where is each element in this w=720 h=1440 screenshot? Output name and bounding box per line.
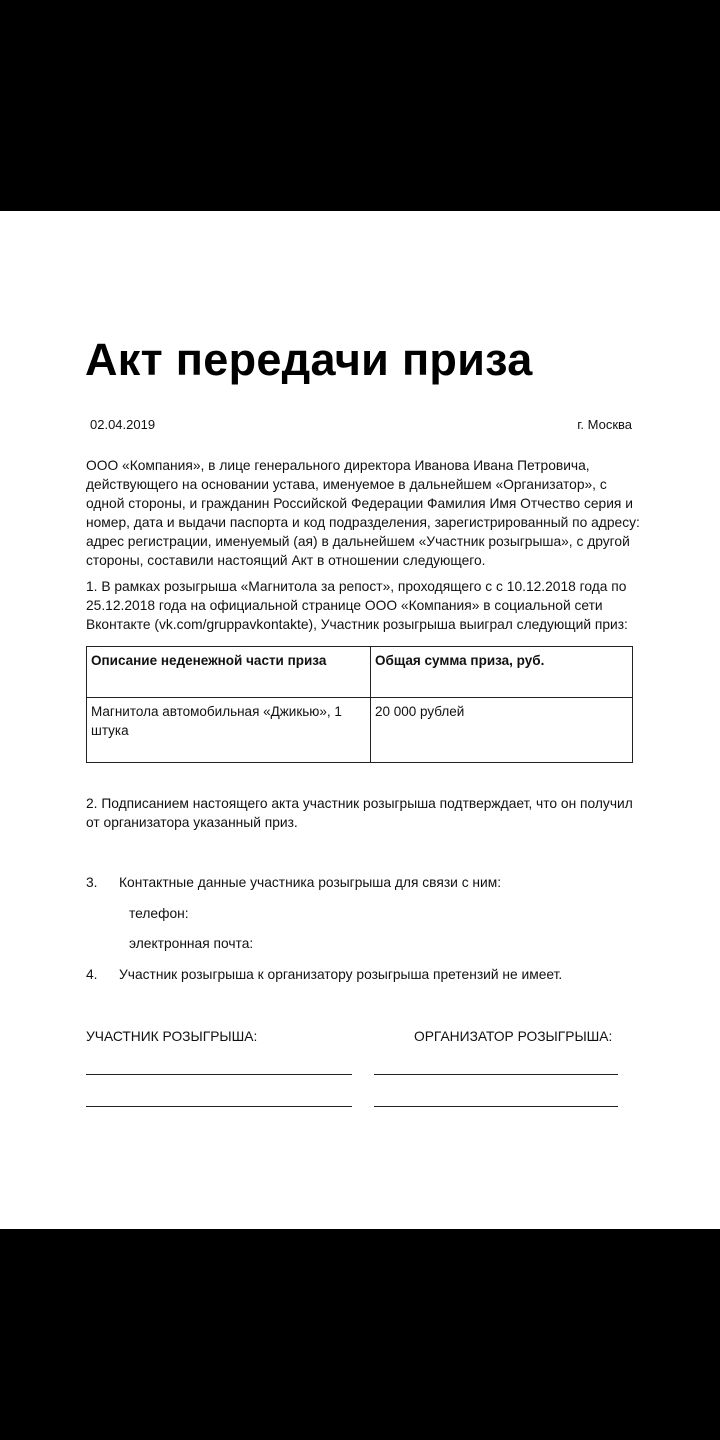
- table-cell: Магнитола автомобильная «Джикью», 1 штука: [87, 698, 371, 763]
- table-cell: 20 000 рублей: [371, 698, 633, 763]
- paragraph-1: 1. В рамках розыгрыша «Магнитола за репост», проходящего с с 10.12.2018 года по 25.12.2018 года на официальной странице ООО «Компания» в социальной сети Вконтакте (vk.com/gruppavkontakte), Участник розыгрыша выиграл следующий приз:: [86, 579, 628, 632]
- organizer-name-line: [374, 1106, 618, 1107]
- paragraph-2: 2. Подписанием настоящего акта участник розыгрыша подтверждает, что он получил от организатора указанный приз.: [86, 796, 633, 830]
- table-header-row: [87, 647, 633, 698]
- document-date: 02.04.2019: [90, 417, 156, 432]
- item-3-number: 3.: [86, 875, 98, 890]
- document-city: г. Москва: [577, 417, 632, 432]
- organizer-signature-line: [374, 1074, 618, 1075]
- table-header-cell: Описание неденежной части приза: [87, 647, 371, 698]
- document-page: [0, 211, 720, 1229]
- prize-table: [86, 646, 633, 763]
- participant-name-line: [86, 1106, 352, 1107]
- table-header-cell: Общая сумма приза, руб.: [371, 647, 633, 698]
- organizer-signature-label: ОРГАНИЗАТОР РОЗЫГРЫША:: [414, 1029, 613, 1044]
- participant-signature-label: УЧАСТНИК РОЗЫГРЫША:: [86, 1029, 258, 1044]
- document-title: Акт передачи приза: [85, 334, 533, 385]
- contact-phone-label: телефон:: [129, 906, 189, 921]
- table-row: [87, 698, 633, 763]
- item-4-text: Участник розыгрыша к организатору розыгрыша претензий не имеет.: [119, 967, 563, 982]
- intro-paragraph: ООО «Компания», в лице генерального директора Иванова Ивана Петровича, действующего на основании устава, именуемое в дальнейшем «Организатор», с одной стороны, и гражданин Российской Федерации Фамилия Имя Отчество серия и номер, дата и выдачи паспорта и код подразделения, зарегистрированный по адресу: адрес регистрации, именуемый (ая) в дальнейшем «Участник розыгрыша», с другой стороны, составили настоящий Акт в отношении следующего.: [86, 458, 640, 568]
- contact-email-label: электронная почта:: [129, 936, 254, 951]
- item-4-number: 4.: [86, 967, 98, 982]
- participant-signature-line: [86, 1074, 352, 1075]
- item-3-text: Контактные данные участника розыгрыша для связи с ним:: [119, 875, 502, 890]
